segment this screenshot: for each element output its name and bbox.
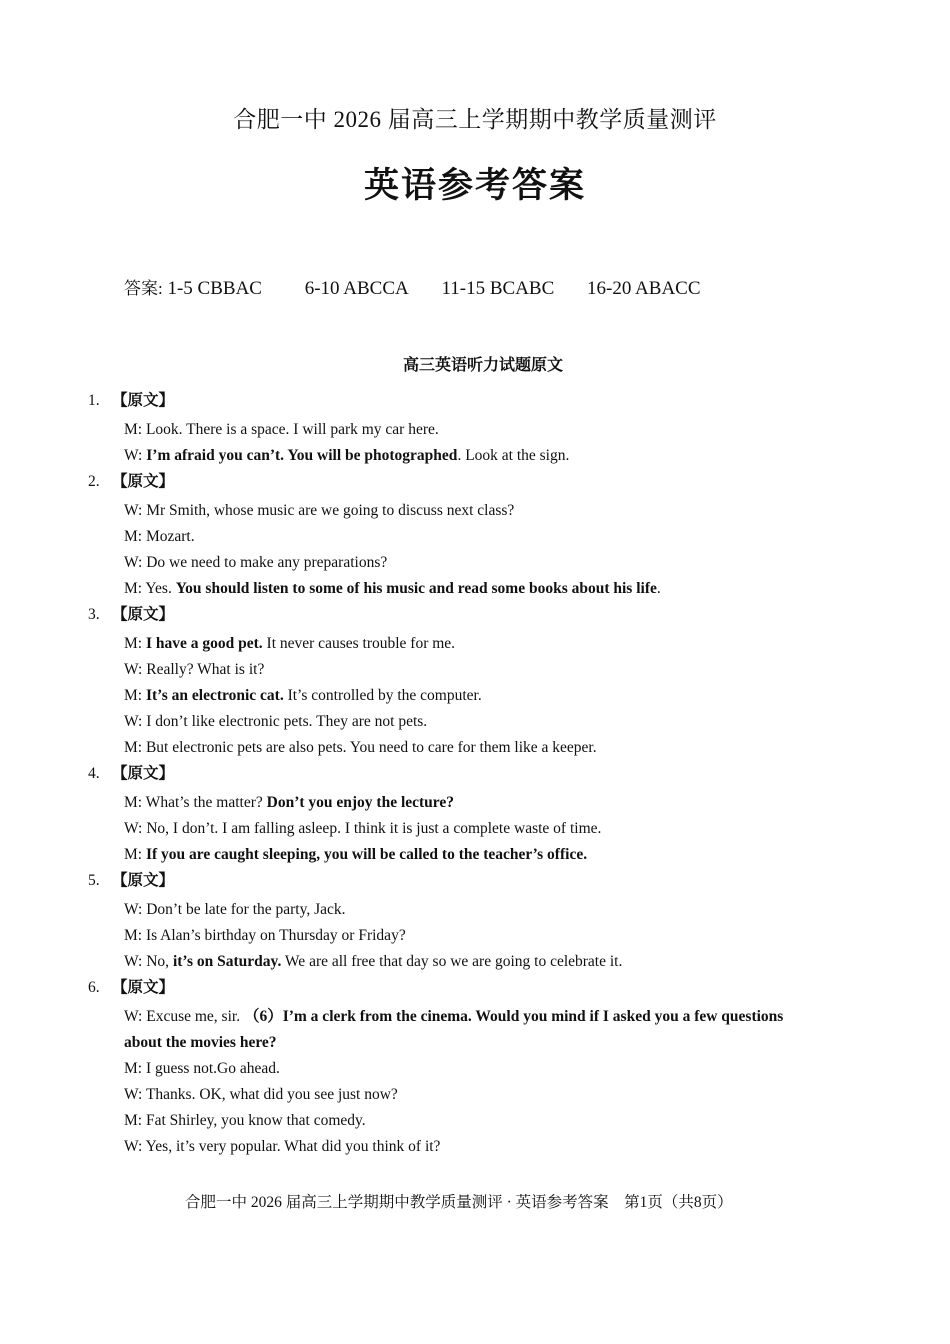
dialogue-text: . — [656, 580, 661, 597]
dialogue-text: M: Mozart. — [124, 528, 195, 545]
dialogue-line — [88, 709, 788, 735]
dialogue-text: W: Mr Smith, whose music are we going to discuss next class? — [124, 502, 515, 519]
question-number: 5. — [88, 872, 100, 889]
dialogue-text: M: But electronic pets are also pets. You need to care for them like a keeper. — [124, 739, 597, 756]
dialogue-line — [88, 1108, 788, 1134]
dialogue-line — [88, 498, 788, 524]
answer-highlight: Don’t you enjoy the lecture? — [266, 794, 455, 811]
question-tag: 【原文】 — [112, 872, 175, 889]
dialogue-text: W: Do we need to make any preparations? — [124, 554, 388, 571]
answer-highlight: （6）I’m a clerk from the cinema. Would you mind if I asked you a few questions about the movies here? — [124, 1008, 784, 1051]
answer-group-1: 1-5 CBBAC — [167, 278, 262, 299]
question-header — [88, 761, 788, 790]
dialogue-text: M: I guess not.Go ahead. — [124, 1060, 280, 1077]
dialogue-line — [88, 735, 788, 761]
dialogue-text: M: — [124, 635, 146, 652]
question-number: 4. — [88, 765, 100, 782]
dialogue-text: W: Thanks. OK, what did you see just now? — [124, 1086, 398, 1103]
dialogue-line — [88, 631, 788, 657]
answer-label: 答案: — [124, 279, 163, 298]
dialogue-line — [88, 1134, 788, 1160]
question-header — [88, 868, 788, 897]
question-number: 2. — [88, 473, 100, 490]
dialogue-line — [88, 816, 788, 842]
document-subtitle: 英语参考答案 — [363, 166, 586, 205]
dialogue-line — [88, 897, 788, 923]
question-number: 6. — [88, 979, 100, 996]
question-tag: 【原文】 — [112, 606, 175, 623]
question-tag: 【原文】 — [112, 979, 175, 996]
dialogue-line — [88, 923, 788, 949]
answer-highlight: I have a good pet. — [145, 635, 263, 652]
dialogue-text: It’s controlled by the computer. — [283, 687, 482, 704]
question-number: 3. — [88, 606, 100, 623]
dialogue-line — [88, 1056, 788, 1082]
dialogue-line — [88, 1082, 788, 1108]
dialogue-text: M: Yes. — [124, 580, 176, 597]
dialogue-text: W: Don’t be late for the party, Jack. — [124, 901, 346, 918]
answer-group-3: 11-15 BCABC — [441, 278, 555, 299]
dialogue-text: W: Excuse me, sir. — [124, 1008, 244, 1025]
dialogue-text: We are all free that day so we are going to celebrate it. — [281, 953, 623, 970]
dialogue-text: . Look at the sign. — [457, 447, 570, 464]
dialogue-line — [88, 1004, 788, 1056]
dialogue-line — [88, 576, 788, 602]
answer-highlight: I’m afraid you can’t. You will be photographed — [146, 447, 458, 464]
question-number: 1. — [88, 392, 100, 409]
dialogue-text: M: — [124, 846, 146, 863]
dialogue-text: W: No, — [124, 953, 173, 970]
dialogue-text: W: Really? What is it? — [124, 661, 265, 678]
dialogue-text: W: I don’t like electronic pets. They are not pets. — [124, 713, 428, 730]
dialogue-line — [88, 842, 788, 868]
section-title: 高三英语听力试题原文 — [402, 357, 563, 374]
answer-highlight: It’s an electronic cat. — [145, 687, 284, 704]
answer-group-4: 16-20 ABACC — [587, 278, 701, 299]
exam-title: 合肥一中 2026 届高三上学期期中教学质量测评 — [233, 107, 717, 132]
dialogue-line — [88, 524, 788, 550]
dialogue-text: W: No, I don’t. I am falling asleep. I think it is just a complete waste of time. — [124, 820, 602, 837]
dialogue-line — [88, 790, 788, 816]
question-header — [88, 975, 788, 1004]
question-header — [88, 469, 788, 498]
dialogue-text: M: What’s the matter? — [124, 794, 267, 811]
dialogue-text: M: Look. There is a space. I will park my car here. — [124, 421, 439, 438]
answer-group-2: 6-10 ABCCA — [304, 278, 409, 299]
answer-key — [124, 274, 701, 300]
dialogue-text: W: — [124, 447, 147, 464]
dialogue-text: M: — [124, 687, 146, 704]
dialogue-line — [88, 443, 788, 469]
dialogue-text: M: Is Alan’s birthday on Thursday or Friday? — [124, 927, 406, 944]
answer-highlight: You should listen to some of his music and read some books about his life — [175, 580, 657, 597]
dialogue-text: W: Yes, it’s very popular. What did you think of it? — [124, 1138, 441, 1155]
question-tag: 【原文】 — [112, 392, 175, 409]
transcript — [88, 388, 788, 1160]
dialogue-line — [88, 417, 788, 443]
dialogue-line — [88, 657, 788, 683]
answer-highlight: it’s on Saturday. — [172, 953, 282, 970]
dialogue-line — [88, 683, 788, 709]
answer-highlight: If you are caught sleeping, you will be called to the teacher’s office. — [145, 846, 588, 863]
question-header — [88, 388, 788, 417]
dialogue-text: It never causes trouble for me. — [262, 635, 456, 652]
question-tag: 【原文】 — [112, 473, 175, 490]
dialogue-text: M: Fat Shirley, you know that comedy. — [124, 1112, 366, 1129]
page-footer: 合肥一中 2026 届高三上学期期中教学质量测评 · 英语参考答案 第1页（共8页） — [185, 1194, 733, 1211]
dialogue-line — [88, 550, 788, 576]
question-header — [88, 602, 788, 631]
dialogue-line — [88, 949, 788, 975]
question-tag: 【原文】 — [112, 765, 175, 782]
